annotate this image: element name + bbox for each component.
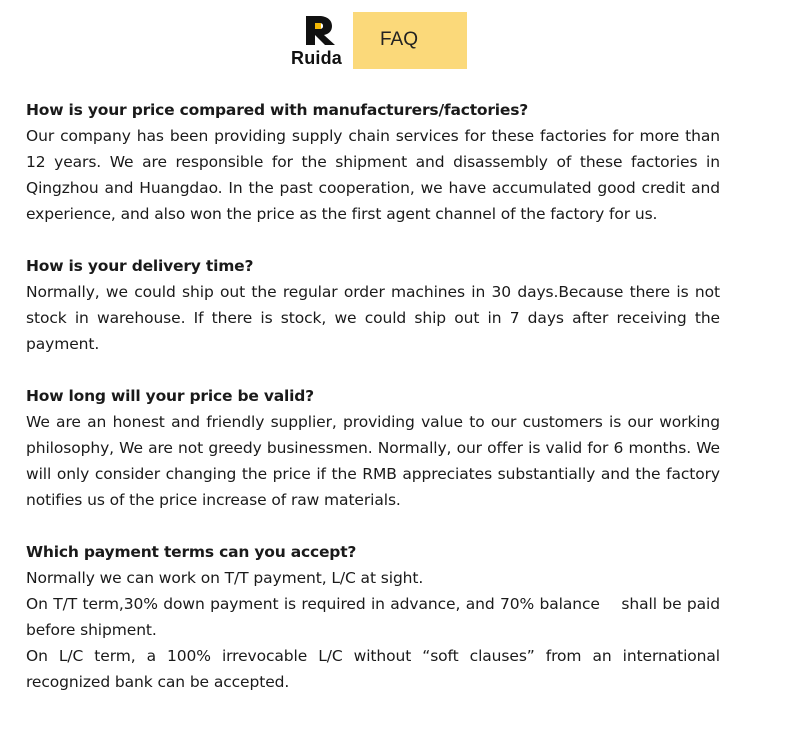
logo-text: Ruida <box>291 48 343 68</box>
faq-answer: Normally we can work on T/T payment, L/C at sight. <box>26 569 424 587</box>
faq-answer: Normally, we could ship out the regular order machines in 30 days.Because there is not stock in warehouse. If there is stock, we could ship out in 7 days after receiving the payment. <box>26 283 720 353</box>
faq-label: FAQ <box>380 29 419 50</box>
faq-content <box>26 97 725 721</box>
faq-answer: We are an honest and friendly supplier, providing value to our customers is our working philosophy, We are not greedy businessmen. Normally, our offer is valid for 6 months. We will only consider changing the price if the RMB appreciates substantially and the factory notifies us of the price increase of raw materials. <box>26 413 720 509</box>
ruida-logo-icon <box>304 14 338 46</box>
faq-answer: Our company has been providing supply chain services for these factories for more than 12 years. We are responsible for the shipment and disassembly of these factories in Qingzhou and Huangdao. In the past cooperation, we have accumulated good credit and experience, and also won the price as the first agent channel of the factory for us. <box>26 127 720 223</box>
faq-banner <box>353 12 467 69</box>
faq-question: Which payment terms can you accept? <box>26 543 357 561</box>
faq-item <box>26 383 720 513</box>
faq-question: How is your delivery time? <box>26 257 254 275</box>
faq-item <box>26 539 725 695</box>
ruida-logo <box>290 12 356 70</box>
header <box>290 12 470 70</box>
faq-answer: On T/T term,30% down payment is required in advance, and 70% balance shall be paid before shipment. <box>26 595 725 639</box>
faq-item <box>26 253 720 357</box>
faq-answer: On L/C term, a 100% irrevocable L/C without “soft clauses” from an international recognized bank can be accepted. <box>26 647 720 691</box>
faq-item <box>26 97 720 227</box>
faq-question: How is your price compared with manufacturers/factories? <box>26 101 529 119</box>
faq-question: How long will your price be valid? <box>26 387 314 405</box>
